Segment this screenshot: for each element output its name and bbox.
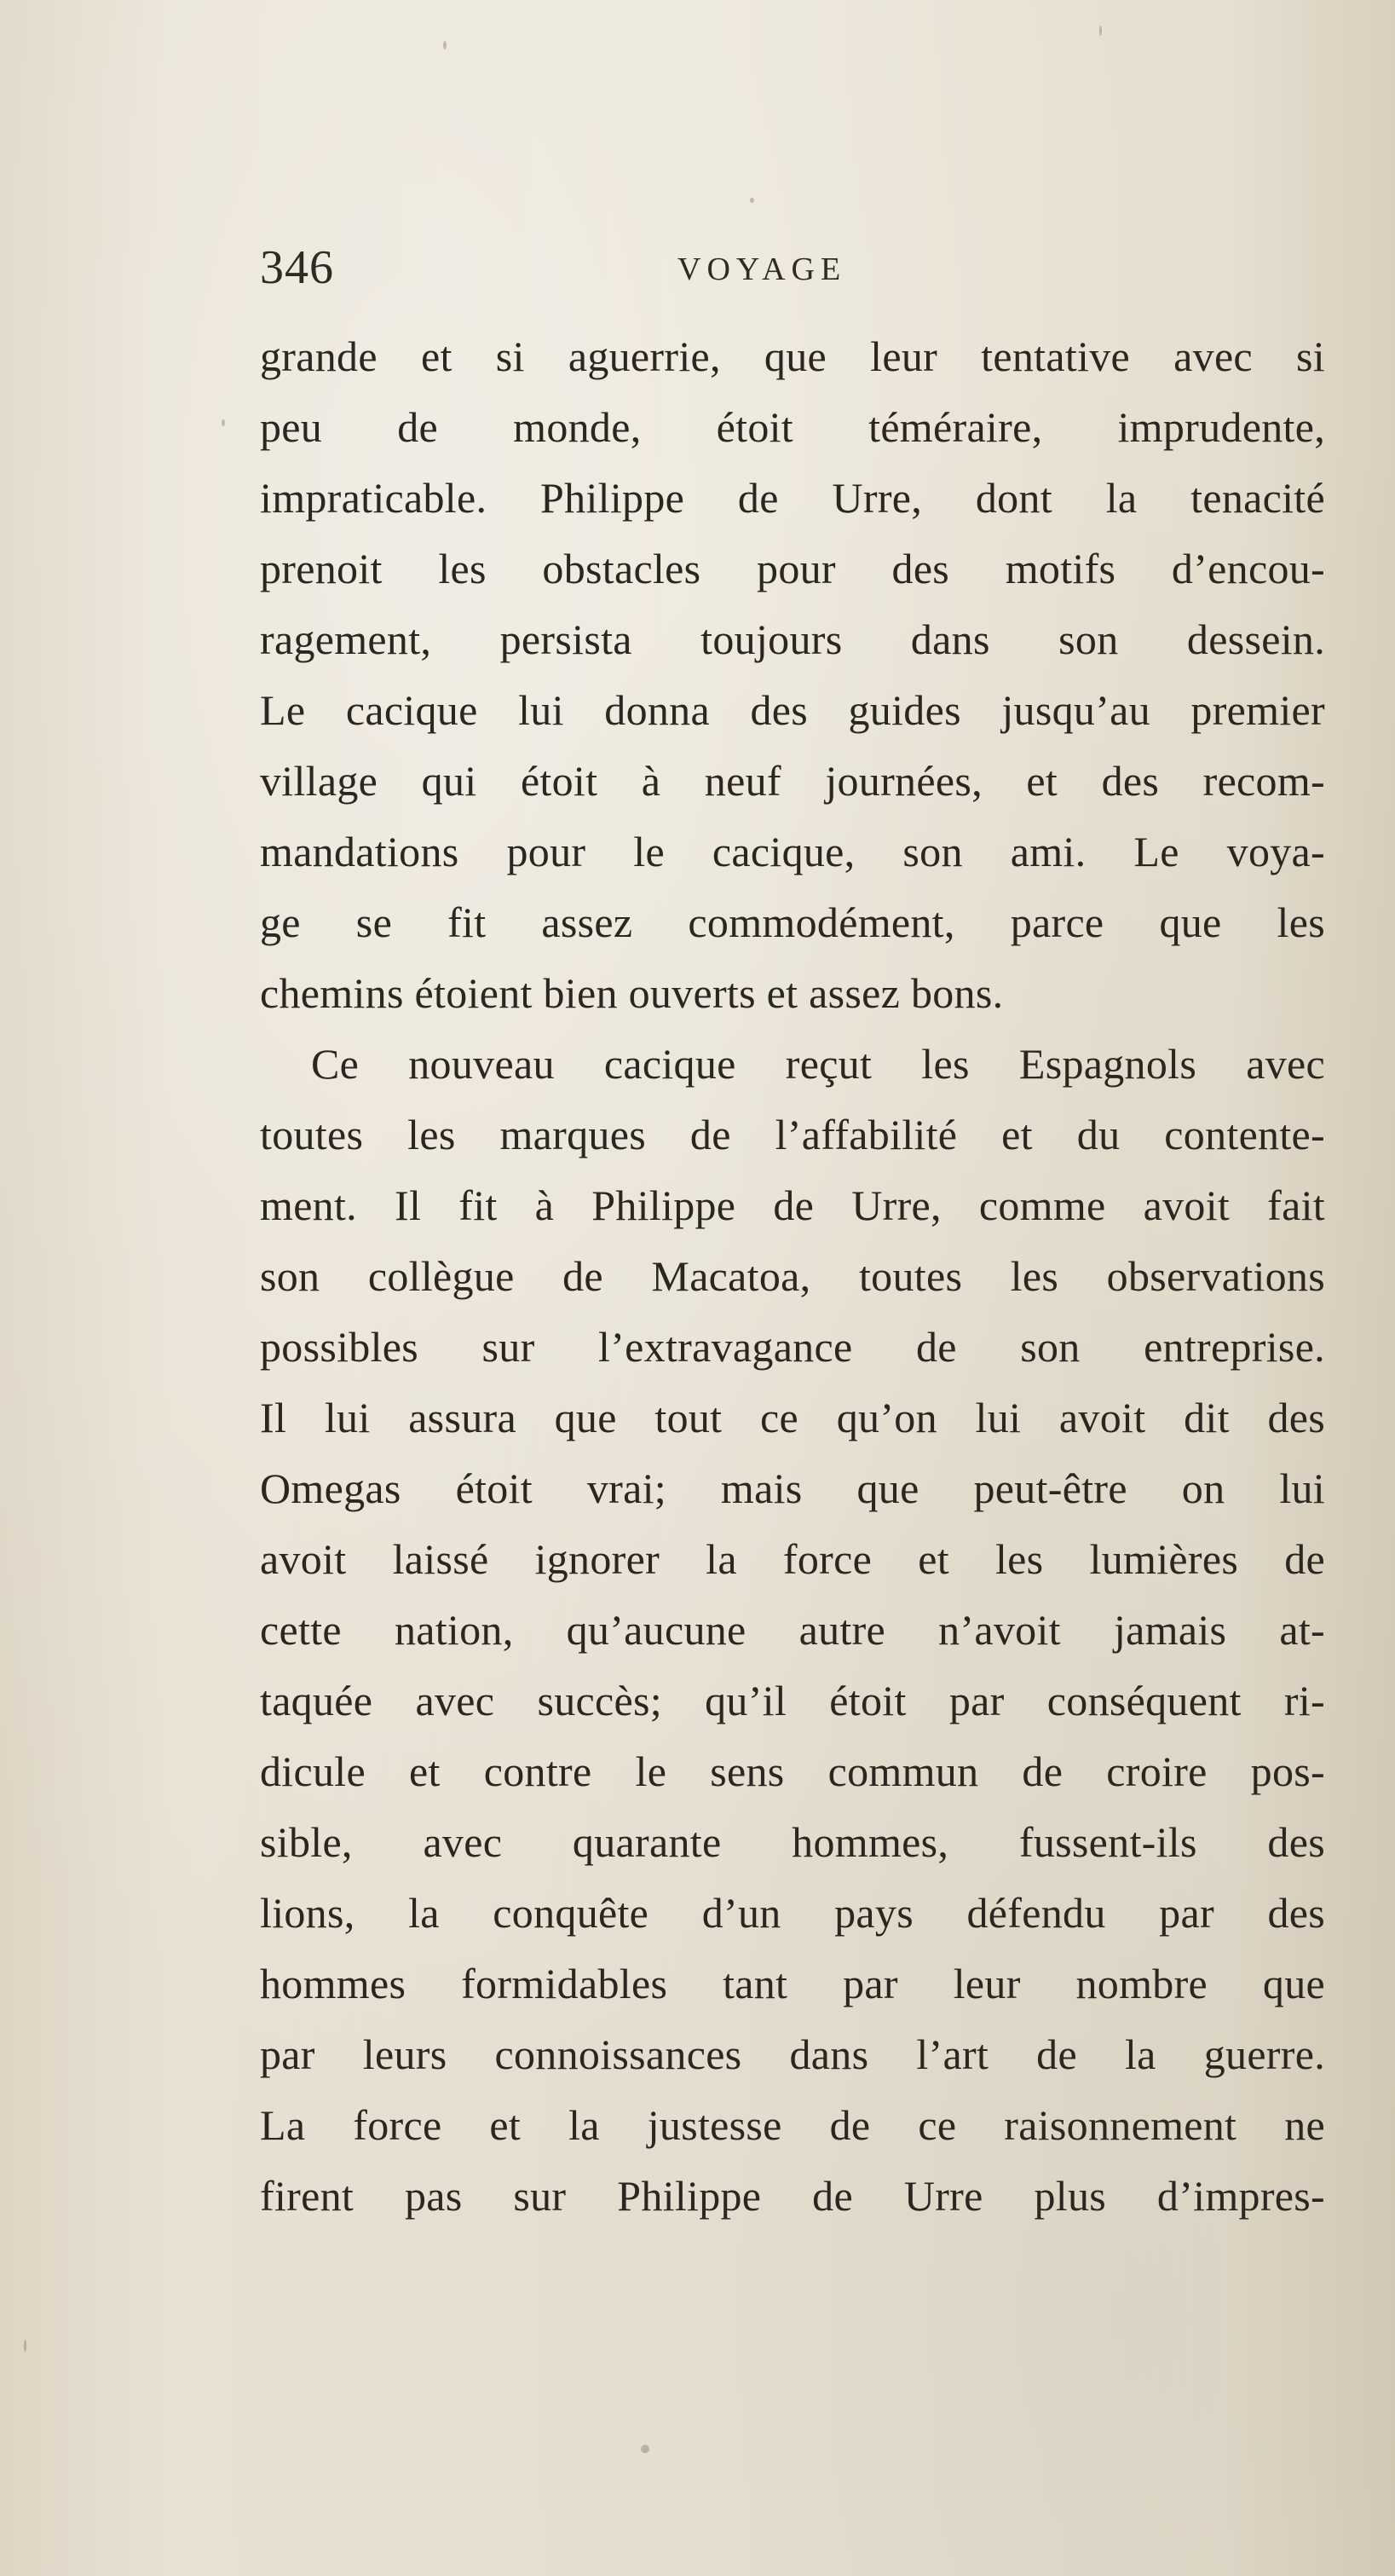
text-line: ge se fit assez commodément, parce que les [260, 898, 1325, 946]
text-line: sible, avec quarante hommes, fussent-ils des [260, 1818, 1325, 1866]
text-line: Le cacique lui donna des guides jusqu’au premier [260, 686, 1325, 734]
text-line: lions, la conquête d’un pays défendu par des [260, 1889, 1325, 1937]
text-line: possibles sur l’extravagance de son entreprise. [260, 1323, 1325, 1371]
text-line: taquée avec succès; qu’il étoit par conséquent ri- [260, 1677, 1325, 1724]
page-number: 346 [260, 241, 334, 294]
text-line: dicule et contre le sens commun de croire pos- [260, 1747, 1325, 1795]
text-line: hommes formidables tant par leur nombre que [260, 1960, 1325, 2007]
text-line: ragement, persista toujours dans son dessein. [260, 615, 1325, 663]
text-line: La force et la justesse de ce raisonnement ne [260, 2101, 1325, 2149]
text-line: Omegas étoit vrai; mais que peut-être on lui [260, 1464, 1325, 1512]
text-line: Il lui assura que tout ce qu’on lui avoit dit des [260, 1394, 1325, 1441]
text-line: par leurs connoissances dans l’art de la guerre. [260, 2030, 1325, 2078]
paper-speck [750, 198, 754, 203]
paper-speck [1099, 26, 1102, 36]
text-line: avoit laissé ignorer la force et les lumières de [260, 1535, 1325, 1583]
text-line: chemins étoient bien ouverts et assez bons. [260, 969, 1004, 1017]
page-header [260, 240, 1325, 300]
text-line: toutes les marques de l’affabilité et du contente- [260, 1111, 1325, 1158]
paper-speck [222, 419, 225, 426]
text-line: impraticable. Philippe de Urre, dont la tenacité [260, 474, 1325, 522]
text-line: village qui étoit à neuf journées, et des recom- [260, 757, 1325, 805]
text-line: firent pas sur Philippe de Urre plus d’impres- [260, 2172, 1325, 2220]
running-head: VOYAGE [677, 251, 847, 287]
text-line: grande et si aguerrie, que leur tentative avec si [260, 332, 1325, 380]
body-text [260, 321, 1325, 2232]
paper-speck [24, 2340, 26, 2352]
text-line: ment. Il fit à Philippe de Urre, comme avoit fait [260, 1181, 1325, 1229]
text-line: mandations pour le cacique, son ami. Le voya- [260, 828, 1325, 875]
text-line: cette nation, qu’aucune autre n’avoit jamais at- [260, 1606, 1325, 1654]
paper-speck [443, 41, 447, 49]
text-line: Ce nouveau cacique reçut les Espagnols avec [311, 1040, 1325, 1088]
text-line: peu de monde, étoit téméraire, imprudente, [260, 403, 1325, 451]
text-line: prenoit les obstacles pour des motifs d’encou- [260, 545, 1325, 592]
paper-speck [641, 2445, 649, 2453]
text-line: son collègue de Macatoa, toutes les observations [260, 1252, 1325, 1300]
